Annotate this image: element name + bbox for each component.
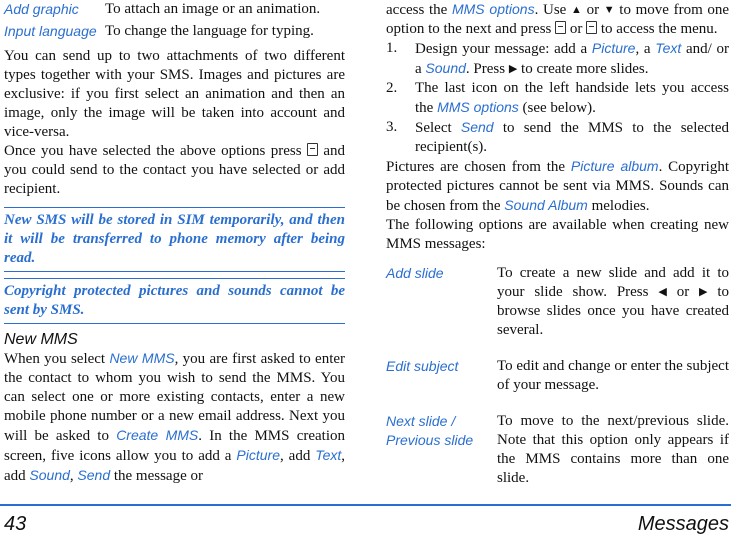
option-term: Add graphic [4, 1, 79, 17]
options-table-top [4, 0, 345, 41]
option-desc: To move to the next/previous slide. Note that this option only appears if the MMS contains more than one slide. [497, 413, 729, 486]
text-fragment: . In the MMS creation screen, five icons allow you to add a [4, 428, 345, 464]
note-sim-storage: New SMS will be stored in SIM temporarily, and then it will be transferred to phone memory after being read. [4, 207, 345, 272]
send-text-a: Once you have selected the above options press [4, 143, 302, 159]
text-fragment: or [586, 2, 600, 18]
option-term: Edit subject [386, 358, 459, 374]
paragraph-continued [386, 0, 729, 39]
menu-key-icon [307, 143, 318, 156]
page-number: 43 [4, 513, 27, 535]
section-heading: New MMS [4, 331, 78, 348]
menu-ref-picture: Picture [236, 447, 280, 463]
left-arrow-icon: ◀ [658, 286, 667, 298]
down-arrow-icon: ▼ [603, 4, 615, 16]
text-fragment: , you are first asked to enter the contact to whom you wish to send the MMS. You can select one or more existing contacts, enter a new mobile phone number or a new email address. Next you will be asked to [4, 351, 346, 444]
text-fragment: Select [415, 120, 452, 136]
text-fragment: Pictures are chosen from the [386, 159, 566, 175]
menu-ref-sound: Sound [425, 60, 466, 76]
menu-ref-picture: Picture [591, 40, 636, 56]
option-desc: To edit and change or enter the subject of your message. [497, 358, 729, 393]
page-footer [0, 504, 731, 536]
menu-ref-text: Text [655, 40, 682, 56]
right-column [386, 0, 729, 488]
text-fragment: , add [4, 448, 345, 484]
step-number: 2. [386, 80, 398, 96]
text-fragment: , [69, 468, 74, 484]
text-fragment: to browse slides once you have created several. [497, 284, 730, 338]
menu-ref-text: Text [315, 447, 342, 463]
step-number: 3. [386, 119, 398, 135]
right-arrow-icon: ▶ [699, 286, 708, 298]
option-row [4, 0, 345, 22]
text-fragment: Design your message: add a [415, 41, 588, 57]
paragraph-new-mms [4, 349, 345, 486]
text-fragment: to access the menu. [600, 21, 718, 37]
text-fragment: access the [386, 2, 448, 18]
paragraph-send [4, 142, 345, 199]
list-item [386, 39, 729, 79]
up-arrow-icon: ▲ [571, 4, 582, 16]
text-fragment: The last icon on the left handside lets you access the [415, 80, 729, 116]
option-term: Next slide / Previous slide [386, 413, 474, 448]
paragraph-options-intro: The following options are available when creating new MMS messages: [386, 217, 729, 252]
text-fragment: , add [279, 448, 311, 464]
steps-list [386, 39, 729, 157]
option-desc: To attach an image or an animation. [105, 1, 321, 17]
menu-ref-mms-options: MMS options [451, 1, 535, 17]
option-term: Add slide [386, 265, 444, 281]
list-item [386, 79, 729, 118]
menu-ref-picture-album: Picture album [570, 158, 659, 174]
text-fragment: . Copyright protected pictures cannot be sent via MMS. Sounds can be chosen from the [386, 159, 729, 214]
send-text-b: and you could send to the contact you have selected or add recipient. [4, 143, 346, 197]
left-softkey-icon [586, 21, 597, 34]
chapter-title: Messages [637, 513, 729, 535]
text-fragment: (see below). [522, 100, 596, 116]
mms-options-table [386, 264, 729, 488]
text-fragment: to move from one option to the next and press [386, 2, 730, 37]
menu-ref-sound-album: Sound Album [504, 197, 588, 213]
text-fragment: the message or [113, 468, 203, 484]
menu-key-icon [555, 21, 566, 34]
menu-ref-send: Send [460, 119, 494, 135]
menu-ref-sound: Sound [29, 467, 70, 483]
text-fragment: , a [635, 41, 651, 57]
text-fragment: When you select [4, 351, 106, 367]
menu-ref-create-mms: Create MMS [116, 427, 199, 443]
paragraph-attachments: You can send up to two attachments of two different types together with your SMS. Images and pictures are exclusive: if you first select an animation and then an image, only the image will be taken into account and vice-versa. [4, 48, 345, 140]
text-fragment: to send the MMS to the selected recipient(s). [415, 120, 729, 155]
option-row [386, 264, 729, 357]
option-row [4, 22, 345, 41]
option-desc [497, 264, 729, 357]
right-arrow-icon: ▶ [508, 63, 518, 75]
option-row [386, 412, 729, 488]
menu-ref-new-mms: New MMS [109, 350, 175, 366]
text-fragment: or [676, 284, 690, 300]
text-fragment: . Press [465, 61, 506, 77]
list-item [386, 118, 729, 157]
text-fragment: to create more slides. [521, 61, 649, 77]
option-term: Input language [4, 23, 97, 39]
paragraph-pictures [386, 157, 729, 216]
option-row [386, 357, 729, 412]
text-fragment: and/ or a [415, 41, 730, 77]
menu-ref-send: Send [77, 467, 111, 483]
note-copyright: Copyright protected pictures and sounds cannot be sent by SMS. [4, 278, 345, 324]
step-number: 1. [386, 40, 398, 56]
text-fragment: melodies. [591, 198, 650, 214]
text-fragment: . Use [534, 2, 567, 18]
menu-ref-mms-options: MMS options [437, 99, 519, 115]
text-fragment: To create a new slide and add it to your slide show. Press [497, 265, 729, 300]
left-column [4, 0, 345, 486]
text-fragment: or [569, 21, 583, 37]
option-desc: To change the language for typing. [105, 23, 314, 39]
